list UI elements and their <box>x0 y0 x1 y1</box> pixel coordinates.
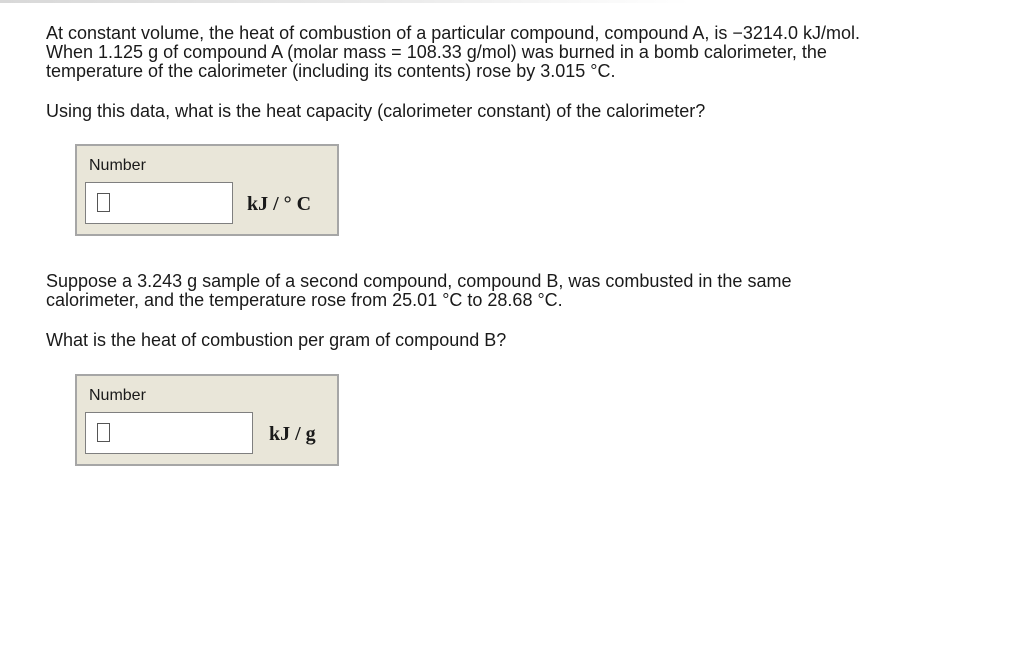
answer-b-unit: kJ / g <box>269 423 316 445</box>
answer-a-number-input[interactable] <box>85 182 233 224</box>
text-cursor-icon <box>97 193 110 212</box>
problem-b-line-2: calorimeter, and the temperature rose from 25.01 °C to 28.68 °C. <box>46 290 563 310</box>
answer-a-label: Number <box>89 157 146 174</box>
top-divider <box>0 0 690 3</box>
problem-b-question: What is the heat of combustion per gram of compound B? <box>46 330 507 350</box>
problem-a-line-3: temperature of the calorimeter (including its contents) rose by 3.015 °C. <box>46 61 616 81</box>
problem-a-line-2: When 1.125 g of compound A (molar mass = 108.33 g/mol) was burned in a bomb calorimeter, the <box>46 42 827 62</box>
text-cursor-icon <box>97 423 110 442</box>
answer-b-number-input[interactable] <box>85 412 253 454</box>
answer-a-unit: kJ / ° C <box>247 193 312 215</box>
problem-b-text <box>46 272 976 310</box>
answer-box-a <box>75 144 339 236</box>
problem-b-line-1: Suppose a 3.243 g sample of a second compound, compound B, was combusted in the same <box>46 271 792 291</box>
problem-a-question: Using this data, what is the heat capacity (calorimeter constant) of the calorimeter? <box>46 101 706 121</box>
answer-b-label: Number <box>89 387 146 404</box>
problem-a-line-1: At constant volume, the heat of combustion of a particular compound, compound A, is −3214.0 kJ/mol. <box>46 23 860 43</box>
problem-a-text <box>46 24 976 81</box>
answer-box-b <box>75 374 339 466</box>
